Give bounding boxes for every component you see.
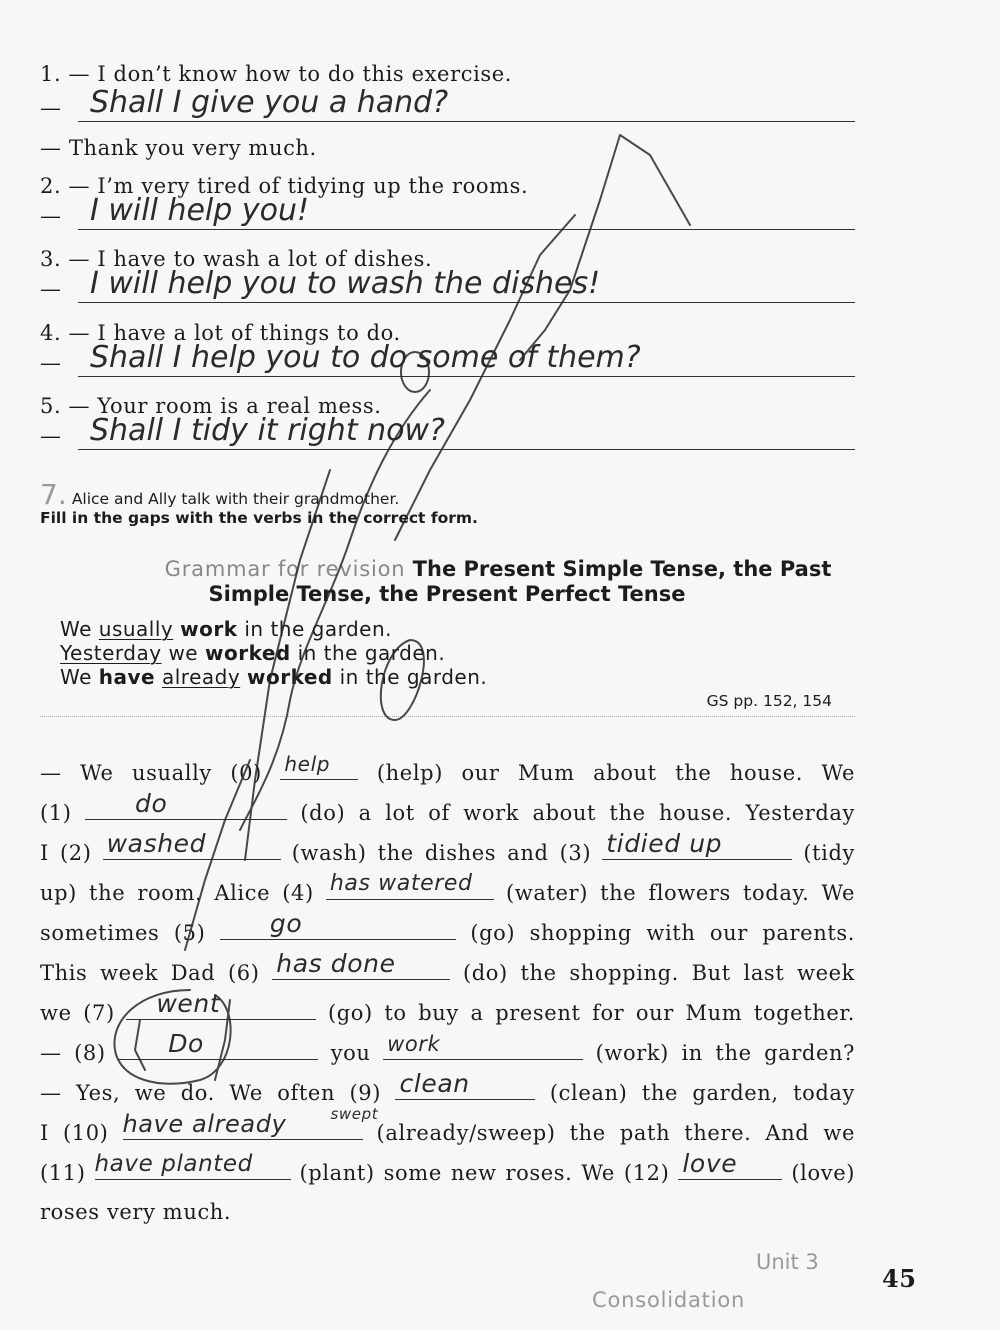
gap-1[interactable] <box>85 789 287 820</box>
text-line-9 <box>40 1069 856 1108</box>
text-line-4 <box>40 871 856 908</box>
text-segment: sometimes (5) <box>40 921 206 945</box>
text-line-10 <box>40 1105 855 1148</box>
gap-6[interactable] <box>272 949 450 980</box>
check-mark-stroke <box>520 135 690 360</box>
gap-4[interactable] <box>326 871 494 900</box>
exercise-header <box>40 478 399 511</box>
gap-2[interactable] <box>103 829 281 860</box>
text-segment: (help) our Mum about the house. We <box>376 761 856 785</box>
gap-8b[interactable] <box>383 1032 583 1060</box>
gap-answer: clean <box>399 1069 470 1098</box>
handwritten-answer-5: Shall I tidy it right now? <box>90 413 445 448</box>
footer-unit: Unit 3 <box>756 1250 819 1274</box>
dialogue-prompt-3: 3. — I have to wash a lot of dishes. <box>40 247 433 271</box>
text-segment: (tidy <box>803 841 855 865</box>
text-segment: (1) <box>40 801 72 825</box>
gap-answer: went <box>156 989 221 1018</box>
gap-answer: Do <box>168 1029 204 1058</box>
text-line-11 <box>40 1149 856 1188</box>
text-line-12: roses very much. <box>40 1200 232 1224</box>
gap-12[interactable] <box>678 1149 782 1180</box>
text-segment: (plant) some new roses. We (12) <box>299 1161 670 1185</box>
grammar-title: The Present Simple Tense, the Past <box>412 557 832 581</box>
dash: — <box>40 351 62 375</box>
text-segment: This week Dad (6) <box>40 961 260 985</box>
gap-11[interactable] <box>94 1151 291 1180</box>
text-segment: (already/sweep) the path there. And we <box>376 1121 855 1145</box>
example-underlined: Yesterday <box>60 641 162 665</box>
answer-line-1[interactable] <box>40 84 855 124</box>
text-line-6 <box>40 949 855 988</box>
gap-answer: washed <box>106 829 207 858</box>
text-segment: — We usually (0) <box>40 761 262 785</box>
example-underlined: usually <box>98 617 174 641</box>
text-segment: — (8) <box>40 1041 106 1065</box>
dotted-divider <box>40 716 855 717</box>
gap-9[interactable] <box>395 1069 535 1100</box>
gap-answer: help <box>284 752 331 776</box>
gap-3[interactable] <box>602 829 792 860</box>
exercise-intro: Alice and Ally talk with their grandmother. <box>71 490 400 508</box>
dialogue-reply-1: — Thank you very much. <box>40 136 317 160</box>
exercise-instruction: Fill in the gaps with the verbs in the correct form. <box>40 509 478 527</box>
answer-line-4[interactable] <box>40 339 855 379</box>
gap-answer-superscript: swept <box>330 1105 379 1123</box>
text-segment: I (10) <box>40 1121 109 1145</box>
answer-line-3[interactable] <box>40 265 855 305</box>
example-text <box>240 665 247 689</box>
answer-rule <box>78 229 855 230</box>
dash: — <box>40 424 62 448</box>
grammar-title-line-1 <box>0 557 998 581</box>
example-text: We <box>60 665 99 689</box>
dialogue-prompt-2: 2. — I’m very tired of tidying up the rooms. <box>40 174 529 198</box>
dialogue-prompt-5: 5. — Your room is a real mess. <box>40 394 382 418</box>
gap-answer: have planted <box>94 1151 253 1177</box>
text-line-2 <box>40 789 856 828</box>
exercise-number: 7. <box>40 478 67 511</box>
text-segment: (11) <box>40 1161 86 1185</box>
text-line-8 <box>40 1029 855 1068</box>
example-verb: work <box>180 617 238 641</box>
text-line-7 <box>40 989 855 1028</box>
dash: — <box>40 96 62 120</box>
gap-answer: have already <box>122 1110 287 1138</box>
gap-5[interactable] <box>220 909 456 940</box>
grammar-example-3 <box>60 665 487 689</box>
example-verb: worked <box>204 641 291 665</box>
grammar-reference: GS pp. 152, 154 <box>706 692 832 710</box>
handwritten-answer-2: I will help you! <box>90 193 309 228</box>
text-segment: I (2) <box>40 841 92 865</box>
text-segment: (wash) the dishes and (3) <box>291 841 592 865</box>
handwritten-answer-1: Shall I give you a hand? <box>90 85 449 120</box>
text-segment: (work) in the garden? <box>595 1041 855 1065</box>
gap-answer: go <box>269 909 303 938</box>
grammar-title-line-2: Simple Tense, the Present Perfect Tense <box>208 582 686 606</box>
handwritten-answer-3: I will help you to wash the dishes! <box>90 266 601 301</box>
gap-answer: has watered <box>329 871 473 896</box>
text-line-1 <box>40 752 856 788</box>
gap-answer: love <box>682 1149 738 1178</box>
text-line-5 <box>40 909 856 948</box>
example-underlined: already <box>161 665 241 689</box>
dash: — <box>40 204 62 228</box>
example-verb: have <box>98 665 156 689</box>
text-segment: (do) the shopping. But last week <box>462 961 855 985</box>
example-text: in the garden. <box>237 617 392 641</box>
text-line-3 <box>40 829 855 868</box>
text-segment: you <box>330 1041 371 1065</box>
answer-line-5[interactable] <box>40 412 855 452</box>
gap-answer: do <box>134 789 168 818</box>
answer-rule <box>78 302 855 303</box>
dialogue-prompt-4: 4. — I have a lot of things to do. <box>40 321 401 345</box>
example-text: in the garden. <box>332 665 488 689</box>
example-text: we <box>161 641 205 665</box>
gap-answer: has done <box>276 949 396 978</box>
grammar-example-2 <box>60 641 445 665</box>
grammar-example-1 <box>60 617 392 641</box>
footer-section: Consolidation <box>592 1288 746 1312</box>
gap-answer: tidied up <box>606 829 723 858</box>
page-number: 45 <box>882 1264 917 1293</box>
gap-8[interactable] <box>118 1029 318 1060</box>
answer-rule <box>78 121 855 122</box>
text-segment: — Yes, we do. We often (9) <box>40 1081 382 1105</box>
dash: — <box>40 277 62 301</box>
text-segment: (do) a lot of work about the house. Yesterday <box>300 801 856 825</box>
example-text: We <box>60 617 99 641</box>
text-segment: (clean) the garden, today <box>549 1081 856 1105</box>
gap-0[interactable] <box>280 752 358 780</box>
gap-10[interactable] <box>122 1105 379 1140</box>
grammar-label: Grammar for revision <box>164 557 406 581</box>
gap-7[interactable] <box>126 989 316 1020</box>
text-segment: we (7) <box>40 1001 115 1025</box>
example-text <box>155 665 162 689</box>
example-verb: worked <box>247 665 333 689</box>
handwritten-answer-4: Shall I help you to do some of them? <box>90 340 641 375</box>
answer-rule <box>78 449 855 450</box>
dialogue-prompt-1: 1. — I don’t know how to do this exercise. <box>40 62 513 86</box>
answer-rule <box>78 376 855 377</box>
text-segment: (go) shopping with our parents. <box>470 921 856 945</box>
text-segment: (go) to buy a present for our Mum together. <box>327 1001 855 1025</box>
text-segment: (water) the flowers today. We <box>506 881 856 905</box>
text-segment: (love) <box>791 1161 856 1185</box>
text-segment: up) the room. Alice (4) <box>40 881 314 905</box>
example-text: in the garden. <box>290 641 446 665</box>
answer-line-2[interactable] <box>40 192 855 232</box>
gap-answer: work <box>387 1032 441 1056</box>
